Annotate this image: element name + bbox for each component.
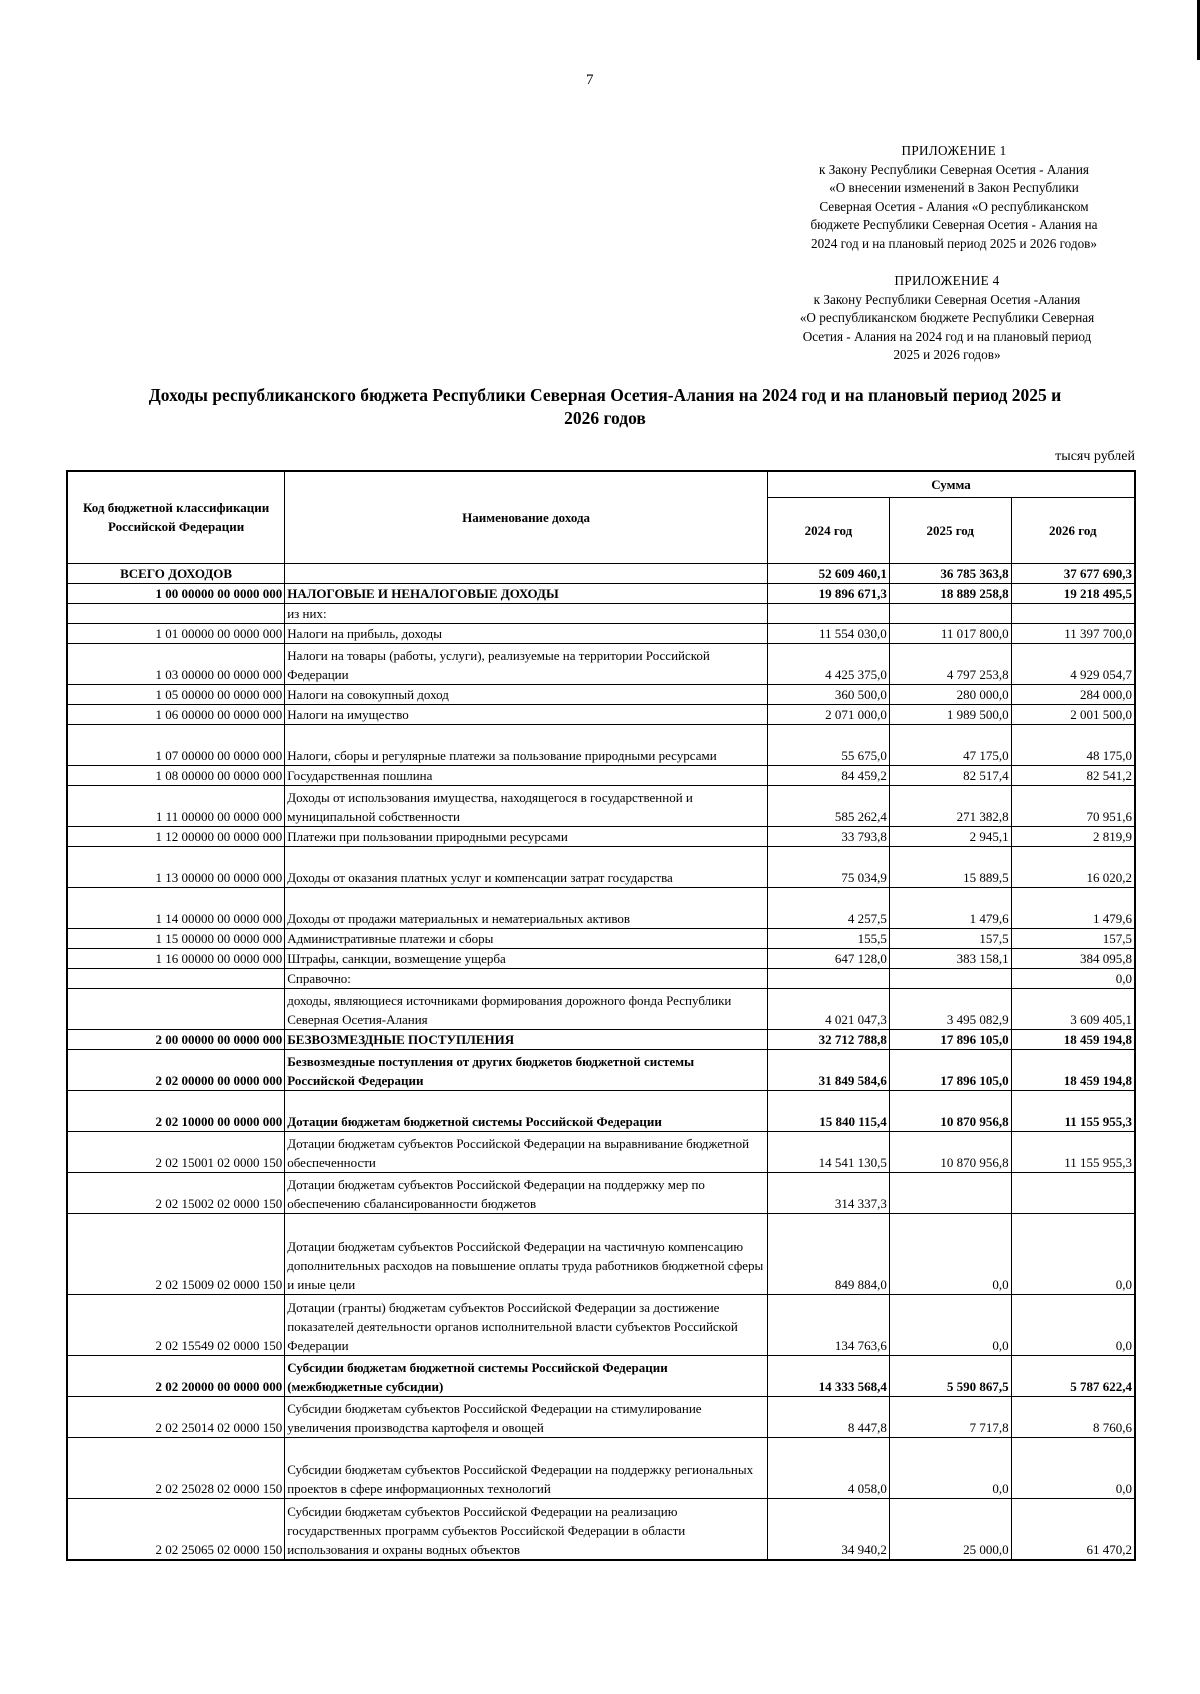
table-row xyxy=(67,1029,1135,1049)
cell-2025: 18 889 258,8 xyxy=(889,583,1011,603)
cell-code: 1 11 00000 00 0000 000 xyxy=(67,785,285,826)
cell-name: Дотации бюджетам субъектов Российской Федерации на частичную компенсацию дополнительных расходов на повышение оплаты труда работников бюджетной сферы и иные цели xyxy=(285,1213,768,1294)
cell-2025: 280 000,0 xyxy=(889,684,1011,704)
cell-code: 1 05 00000 00 0000 000 xyxy=(67,684,285,704)
appendix-1-line: к Закону Республики Северная Осетия - Алания xyxy=(819,161,1089,177)
table-row xyxy=(67,623,1135,643)
cell-2024: 314 337,3 xyxy=(767,1172,889,1213)
cell-name: Налоги на имущество xyxy=(285,704,768,724)
table-row xyxy=(67,765,1135,785)
cell-name: Государственная пошлина xyxy=(285,765,768,785)
header-code: Код бюджетной классификации Российской Федерации xyxy=(67,471,285,563)
table-row xyxy=(67,1131,1135,1172)
cell-2024: 4 021 047,3 xyxy=(767,988,889,1029)
cell-2026: 8 760,6 xyxy=(1011,1396,1135,1437)
cell-2024: 19 896 671,3 xyxy=(767,583,889,603)
cell-code xyxy=(67,603,285,623)
cell-2025: 7 717,8 xyxy=(889,1396,1011,1437)
cell-2025: 271 382,8 xyxy=(889,785,1011,826)
cell-code: 2 02 00000 00 0000 000 xyxy=(67,1049,285,1090)
cell-code: 2 02 15549 02 0000 150 xyxy=(67,1294,285,1355)
cell-2024: 360 500,0 xyxy=(767,684,889,704)
appendix-1-line: 2024 год и на плановый период 2025 и 2026 годов» xyxy=(810,235,1097,251)
cell-code: 1 07 00000 00 0000 000 xyxy=(67,724,285,765)
appendix-1-line: бюджете Республики Северная Осетия - Алания на xyxy=(810,217,1098,232)
cell-2024: 33 793,8 xyxy=(767,826,889,846)
cell-2024: 4 425 375,0 xyxy=(767,643,889,684)
cell-name: Субсидии бюджетам субъектов Российской Федерации на реализацию государственных программ субъектов Российской Федерации в области использования и охраны водных объектов xyxy=(285,1498,768,1560)
cell-name: Субсидии бюджетам субъектов Российской Федерации на поддержку региональных проектов в сфере информационных технологий xyxy=(285,1437,768,1498)
cell-2024: 849 884,0 xyxy=(767,1213,889,1294)
appendix-1-line: Северная Осетия - Алания «О республиканском xyxy=(819,198,1089,214)
cell-2024 xyxy=(767,603,889,623)
appendix-4-line: Осетия - Алания на 2024 год и на плановый период xyxy=(802,328,1092,344)
cell-2026: 18 459 194,8 xyxy=(1011,1049,1135,1090)
table-row xyxy=(67,684,1135,704)
cell-2026: 2 001 500,0 xyxy=(1011,704,1135,724)
cell-name xyxy=(285,563,768,583)
table-row xyxy=(67,1049,1135,1090)
cell-code: 1 00 00000 00 0000 000 xyxy=(67,583,285,603)
cell-name: Дотации бюджетам субъектов Российской Федерации на поддержку мер по обеспечению сбалансированности бюджетов xyxy=(285,1172,768,1213)
title-line-2: 2026 годов xyxy=(564,408,646,428)
appendix-1-heading: ПРИЛОЖЕНИЕ 1 xyxy=(901,143,1007,158)
cell-2024 xyxy=(767,968,889,988)
cell-name: Налоги на товары (работы, услуги), реализуемые на территории Российской Федерации xyxy=(285,643,768,684)
page-number: 7 xyxy=(586,72,594,88)
cell-name: Административные платежи и сборы xyxy=(285,928,768,948)
cell-2026: 384 095,8 xyxy=(1011,948,1135,968)
cell-2024: 84 459,2 xyxy=(767,765,889,785)
cell-2026: 157,5 xyxy=(1011,928,1135,948)
cell-code: 2 02 15002 02 0000 150 xyxy=(67,1172,285,1213)
table-row xyxy=(67,704,1135,724)
cell-2026: 5 787 622,4 xyxy=(1011,1355,1135,1396)
appendix-4-line: «О республиканском бюджете Республики Северная xyxy=(799,310,1095,325)
cell-2025: 1 479,6 xyxy=(889,887,1011,928)
cell-code: 1 14 00000 00 0000 000 xyxy=(67,887,285,928)
cell-2024: 2 071 000,0 xyxy=(767,704,889,724)
cell-name: Доходы от продажи материальных и нематериальных активов xyxy=(285,887,768,928)
cell-2024: 134 763,6 xyxy=(767,1294,889,1355)
cell-name: Штрафы, санкции, возмещение ущерба xyxy=(285,948,768,968)
title-line-1: Доходы республиканского бюджета Республики Северная Осетия-Алания на 2024 год и на плановый период 2025 и xyxy=(148,385,1062,405)
table-row xyxy=(67,968,1135,988)
cell-2026: 4 929 054,7 xyxy=(1011,643,1135,684)
cell-2025: 0,0 xyxy=(889,1294,1011,1355)
cell-code: 2 02 15001 02 0000 150 xyxy=(67,1131,285,1172)
cell-2026: 0,0 xyxy=(1011,1213,1135,1294)
header-year-2024: 2024 год xyxy=(767,497,889,563)
header-sum: Сумма xyxy=(767,471,1135,497)
cell-2026: 2 819,9 xyxy=(1011,826,1135,846)
cell-2024: 585 262,4 xyxy=(767,785,889,826)
cell-2025: 17 896 105,0 xyxy=(889,1029,1011,1049)
cell-2025: 17 896 105,0 xyxy=(889,1049,1011,1090)
cell-2026: 0,0 xyxy=(1011,1437,1135,1498)
cell-2024: 75 034,9 xyxy=(767,846,889,887)
cell-code: 2 02 20000 00 0000 000 xyxy=(67,1355,285,1396)
cell-code: 2 00 00000 00 0000 000 xyxy=(67,1029,285,1049)
cell-2025 xyxy=(889,968,1011,988)
cell-2024: 155,5 xyxy=(767,928,889,948)
cell-2025: 47 175,0 xyxy=(889,724,1011,765)
cell-2026: 61 470,2 xyxy=(1011,1498,1135,1560)
cell-2026: 284 000,0 xyxy=(1011,684,1135,704)
cell-name: доходы, являющиеся источниками формирования дорожного фонда Республики Северная Осетия-Алания xyxy=(285,988,768,1029)
cell-2025: 0,0 xyxy=(889,1213,1011,1294)
table-row xyxy=(67,1355,1135,1396)
appendix-1-block xyxy=(774,142,1134,253)
table-row xyxy=(67,1498,1135,1560)
cell-2026: 82 541,2 xyxy=(1011,765,1135,785)
cell-2024: 32 712 788,8 xyxy=(767,1029,889,1049)
cell-2026: 3 609 405,1 xyxy=(1011,988,1135,1029)
table-row xyxy=(67,563,1135,583)
cell-name: из них: xyxy=(285,603,768,623)
cell-code: 1 01 00000 00 0000 000 xyxy=(67,623,285,643)
cell-2026 xyxy=(1011,1172,1135,1213)
cell-2024: 34 940,2 xyxy=(767,1498,889,1560)
cell-2024: 8 447,8 xyxy=(767,1396,889,1437)
cell-2026: 11 155 955,3 xyxy=(1011,1131,1135,1172)
cell-name: Доходы от использования имущества, находящегося в государственной и муниципальной собственности xyxy=(285,785,768,826)
units-label: тысяч рублей xyxy=(1055,449,1135,464)
cell-name: Доходы от оказания платных услуг и компенсации затрат государства xyxy=(285,846,768,887)
cell-2025: 2 945,1 xyxy=(889,826,1011,846)
table-row xyxy=(67,826,1135,846)
appendix-4-line: 2025 и 2026 годов» xyxy=(893,347,1001,362)
cell-2025: 10 870 956,8 xyxy=(889,1090,1011,1131)
cell-2025: 82 517,4 xyxy=(889,765,1011,785)
cell-2024: 11 554 030,0 xyxy=(767,623,889,643)
header-name: Наименование дохода xyxy=(285,471,768,563)
table-row xyxy=(67,1437,1135,1498)
cell-code: 2 02 25065 02 0000 150 xyxy=(67,1498,285,1560)
cell-name: Субсидии бюджетам бюджетной системы Российской Федерации (межбюджетные субсидии) xyxy=(285,1355,768,1396)
appendix-4-block xyxy=(760,272,1134,365)
cell-code xyxy=(67,988,285,1029)
header-year-2025: 2025 год xyxy=(889,497,1011,563)
table-row xyxy=(67,1396,1135,1437)
cell-2026: 11 397 700,0 xyxy=(1011,623,1135,643)
cell-2024: 15 840 115,4 xyxy=(767,1090,889,1131)
table-row xyxy=(67,785,1135,826)
table-header xyxy=(67,471,1135,563)
cell-2026: 37 677 690,3 xyxy=(1011,563,1135,583)
cell-2026: 16 020,2 xyxy=(1011,846,1135,887)
cell-2025: 4 797 253,8 xyxy=(889,643,1011,684)
cell-2025: 157,5 xyxy=(889,928,1011,948)
cell-2026: 19 218 495,5 xyxy=(1011,583,1135,603)
cell-2026: 70 951,6 xyxy=(1011,785,1135,826)
cell-name: Налоги на прибыль, доходы xyxy=(285,623,768,643)
cell-2025: 36 785 363,8 xyxy=(889,563,1011,583)
cell-2025: 11 017 800,0 xyxy=(889,623,1011,643)
cell-code: 1 12 00000 00 0000 000 xyxy=(67,826,285,846)
cell-2025 xyxy=(889,1172,1011,1213)
cell-code: 1 13 00000 00 0000 000 xyxy=(67,846,285,887)
cell-2025: 3 495 082,9 xyxy=(889,988,1011,1029)
document-title xyxy=(60,384,1150,430)
cell-code: 1 06 00000 00 0000 000 xyxy=(67,704,285,724)
cell-name: Платежи при пользовании природными ресурсами xyxy=(285,826,768,846)
cell-2026: 0,0 xyxy=(1011,968,1135,988)
cell-2024: 4 257,5 xyxy=(767,887,889,928)
cell-2026: 11 155 955,3 xyxy=(1011,1090,1135,1131)
table-row xyxy=(67,1090,1135,1131)
cell-2024: 4 058,0 xyxy=(767,1437,889,1498)
cell-name: Дотации (гранты) бюджетам субъектов Российской Федерации за достижение показателей деятельности органов исполнительной власти субъектов Российской Федерации xyxy=(285,1294,768,1355)
cell-2024: 647 128,0 xyxy=(767,948,889,968)
cell-code: ВСЕГО ДОХОДОВ xyxy=(67,563,285,583)
appendix-4-heading: ПРИЛОЖЕНИЕ 4 xyxy=(894,273,1000,288)
cell-code: 1 16 00000 00 0000 000 xyxy=(67,948,285,968)
cell-2024: 31 849 584,6 xyxy=(767,1049,889,1090)
cell-2024: 14 333 568,4 xyxy=(767,1355,889,1396)
cell-code: 2 02 15009 02 0000 150 xyxy=(67,1213,285,1294)
cell-name: Справочно: xyxy=(285,968,768,988)
cell-2025: 5 590 867,5 xyxy=(889,1355,1011,1396)
cell-2024: 14 541 130,5 xyxy=(767,1131,889,1172)
table-row xyxy=(67,603,1135,623)
table-row xyxy=(67,583,1135,603)
cell-2026: 48 175,0 xyxy=(1011,724,1135,765)
cell-2025: 10 870 956,8 xyxy=(889,1131,1011,1172)
cell-code: 1 03 00000 00 0000 000 xyxy=(67,643,285,684)
table-body xyxy=(67,563,1135,1560)
table-row xyxy=(67,948,1135,968)
table-row xyxy=(67,928,1135,948)
table-row xyxy=(67,1213,1135,1294)
cell-2026 xyxy=(1011,603,1135,623)
cell-2024: 55 675,0 xyxy=(767,724,889,765)
table-row xyxy=(67,988,1135,1029)
cell-name: Налоги на совокупный доход xyxy=(285,684,768,704)
cell-code: 2 02 25028 02 0000 150 xyxy=(67,1437,285,1498)
table-row xyxy=(67,887,1135,928)
cell-code: 1 08 00000 00 0000 000 xyxy=(67,765,285,785)
cell-2025: 25 000,0 xyxy=(889,1498,1011,1560)
cell-2025: 1 989 500,0 xyxy=(889,704,1011,724)
header-year-2026: 2026 год xyxy=(1011,497,1135,563)
revenue-table xyxy=(66,470,1136,1561)
cell-name: НАЛОГОВЫЕ И НЕНАЛОГОВЫЕ ДОХОДЫ xyxy=(285,583,768,603)
table-row xyxy=(67,1172,1135,1213)
cell-2024: 52 609 460,1 xyxy=(767,563,889,583)
cell-2026: 1 479,6 xyxy=(1011,887,1135,928)
cell-2025: 383 158,1 xyxy=(889,948,1011,968)
cell-name: Дотации бюджетам бюджетной системы Российской Федерации xyxy=(285,1090,768,1131)
cell-2025 xyxy=(889,603,1011,623)
cell-2025: 0,0 xyxy=(889,1437,1011,1498)
cell-name: Безвозмездные поступления от других бюджетов бюджетной системы Российской Федерации xyxy=(285,1049,768,1090)
appendix-4-line: к Закону Республики Северная Осетия -Алания xyxy=(813,291,1081,307)
cell-2025: 15 889,5 xyxy=(889,846,1011,887)
cell-code xyxy=(67,968,285,988)
cell-name: БЕЗВОЗМЕЗДНЫЕ ПОСТУПЛЕНИЯ xyxy=(285,1029,768,1049)
table-row xyxy=(67,846,1135,887)
appendix-1-line: «О внесении изменений в Закон Республики xyxy=(829,180,1079,195)
cell-2026: 18 459 194,8 xyxy=(1011,1029,1135,1049)
cell-code: 2 02 25014 02 0000 150 xyxy=(67,1396,285,1437)
cell-name: Дотации бюджетам субъектов Российской Федерации на выравнивание бюджетной обеспеченности xyxy=(285,1131,768,1172)
cell-code: 2 02 10000 00 0000 000 xyxy=(67,1090,285,1131)
table-row xyxy=(67,1294,1135,1355)
cell-2026: 0,0 xyxy=(1011,1294,1135,1355)
cell-code: 1 15 00000 00 0000 000 xyxy=(67,928,285,948)
cell-name: Налоги, сборы и регулярные платежи за пользование природными ресурсами xyxy=(285,724,768,765)
cell-name: Субсидии бюджетам субъектов Российской Федерации на стимулирование увеличения производства картофеля и овощей xyxy=(285,1396,768,1437)
table-row xyxy=(67,724,1135,765)
table-row xyxy=(67,643,1135,684)
